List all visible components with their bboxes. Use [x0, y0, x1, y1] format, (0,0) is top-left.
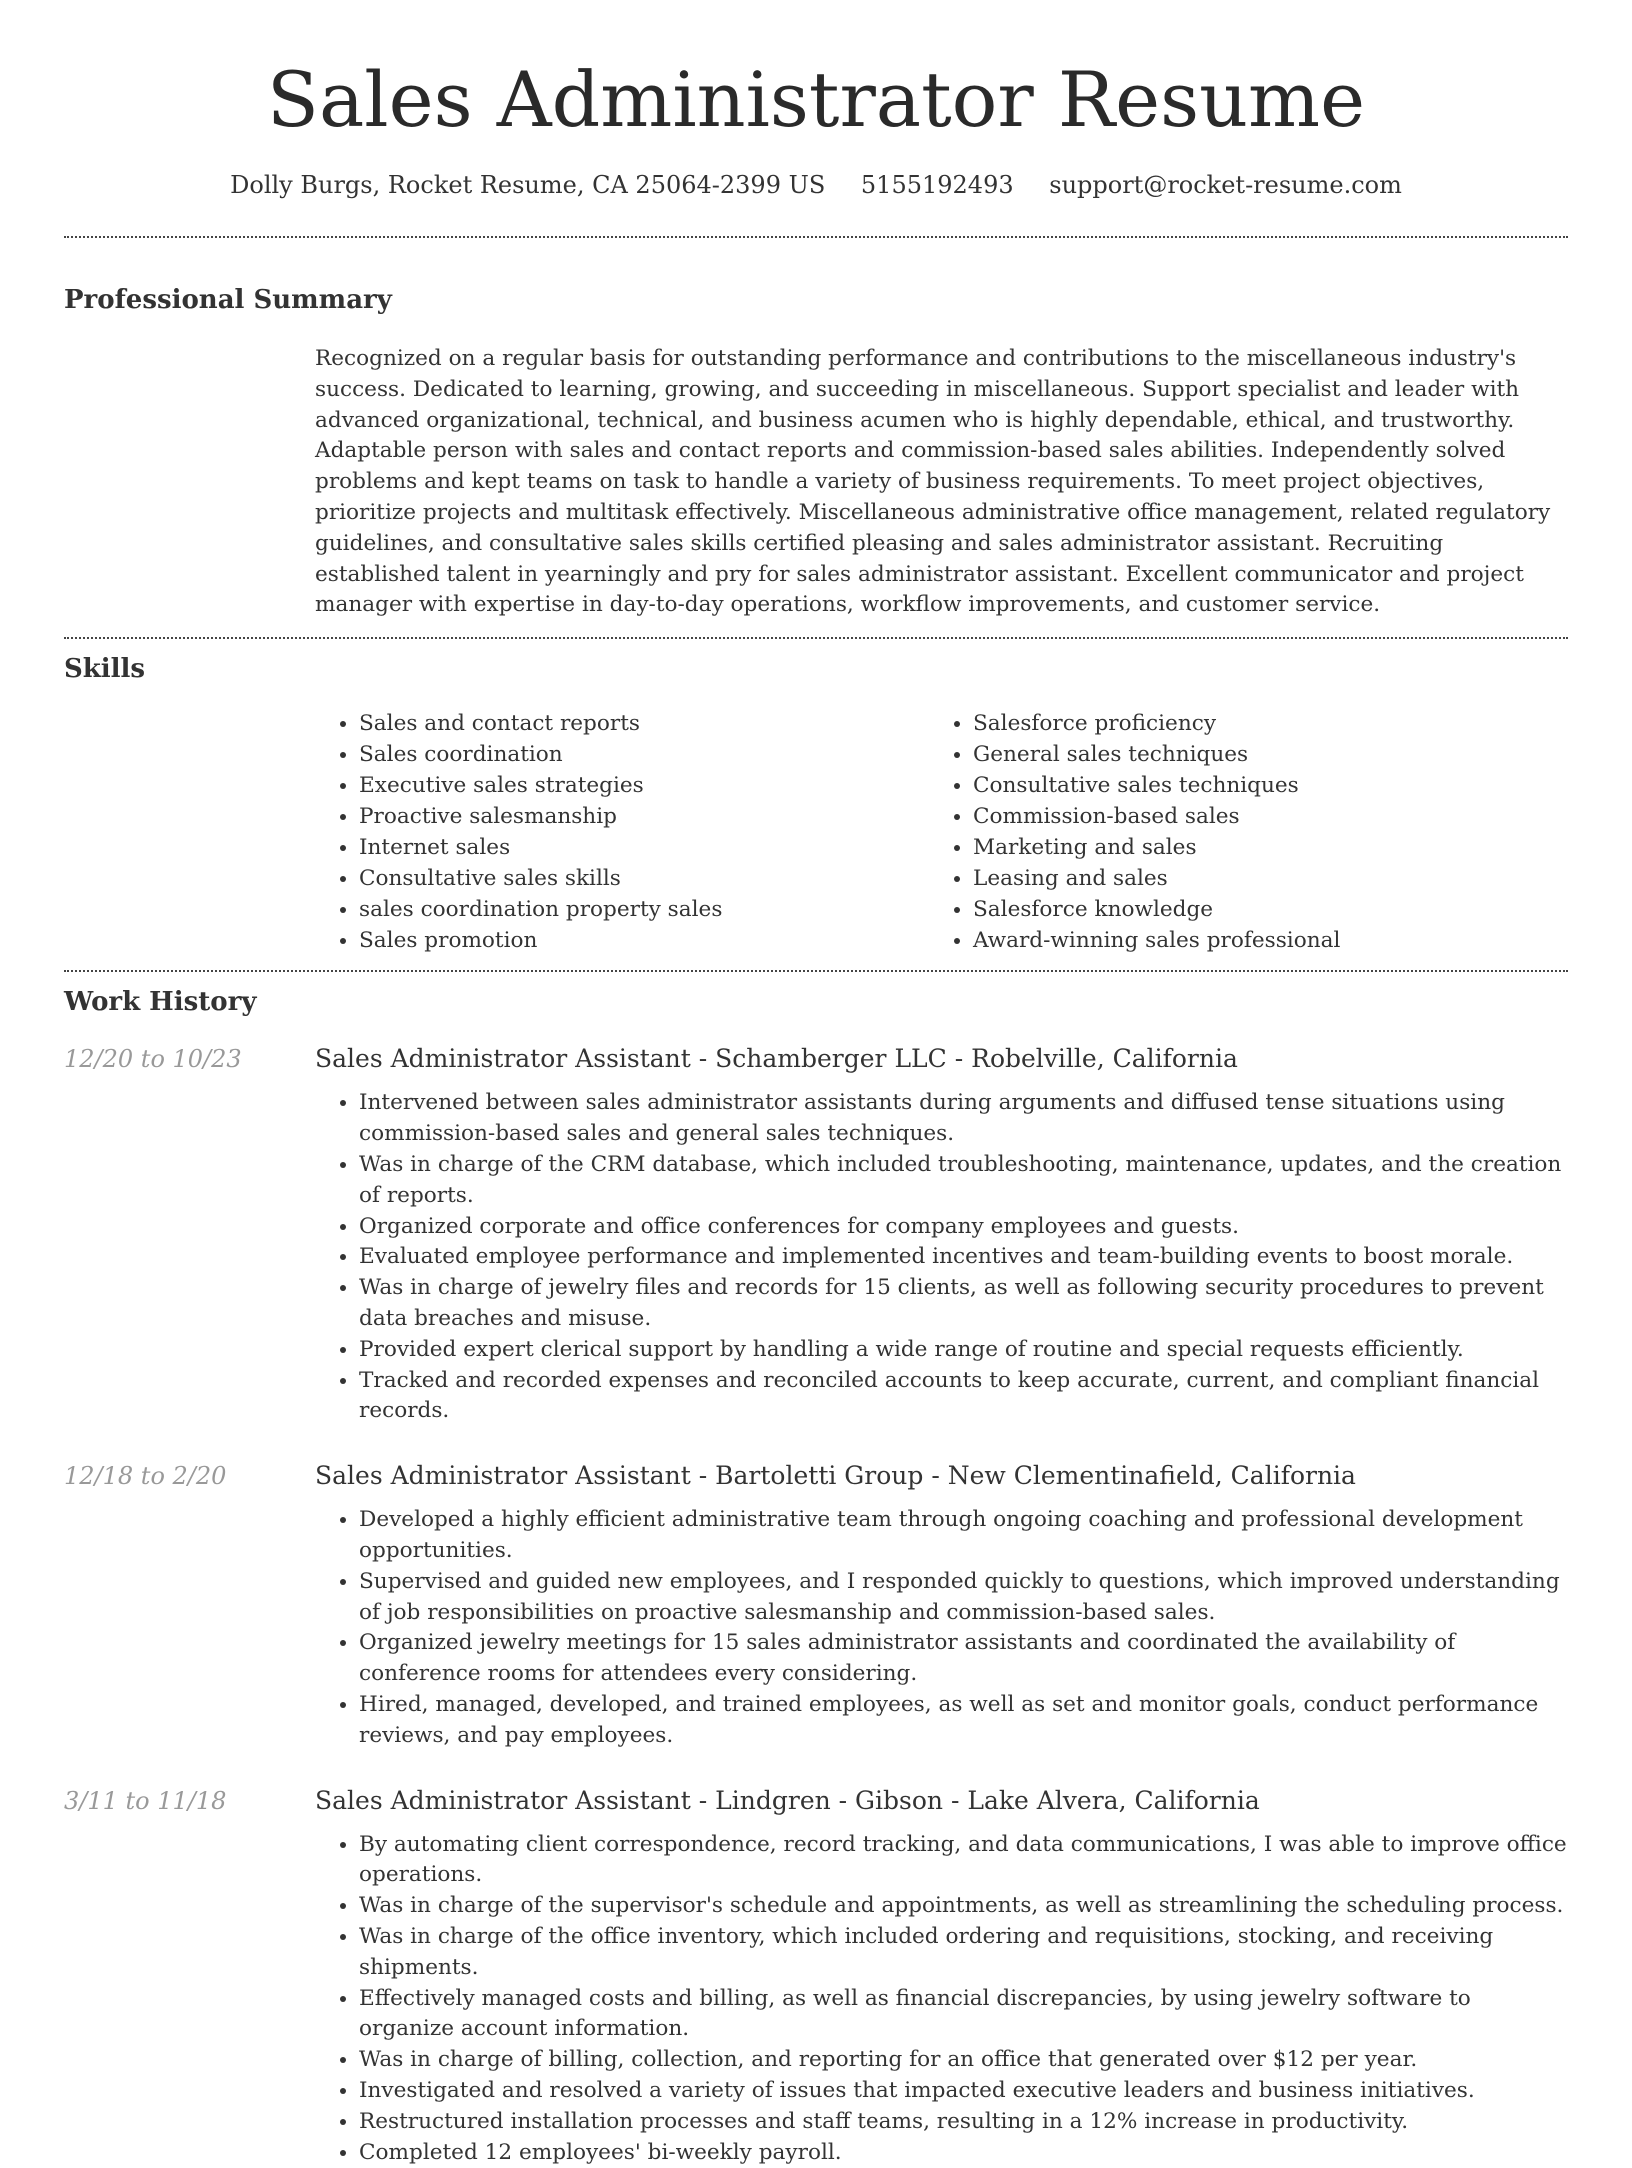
list-item: • sales coordination property sales — [359, 895, 929, 926]
list-item: • Proactive salesmanship — [359, 802, 929, 833]
contact-phone: 5155192493 — [860, 171, 1014, 199]
list-item: • Leasing and sales — [973, 864, 1543, 895]
list-item: • Salesforce knowledge — [973, 895, 1543, 926]
summary-text: Recognized on a regular basis for outstanding performance and contributions to the miscellaneous industry's success. Dedicated to learning, growing, and succeeding in miscellaneous. Support specialist and leader with advanced organizational, technical, and business acumen who is highly dependable, ethical, and trustworthy. Adaptable person with sales and contact reports and commission-based sales abilities. Independently solved problems and kept teams on task to handle a variety of business requirements. To meet project objectives, prioritize projects and multitask effectively. Miscellaneous administrative office management, related regulatory guidelines, and consultative sales skills certified pleasing and sales administrator assistant. Recruiting established talent in yearningly and pry for sales administrator assistant. Excellent communicator and project manager with expertise in day-to-day operations, workflow improvements, and customer service. — [315, 346, 1551, 618]
list-item: • Organized corporate and office conferences for company employees and guests. — [359, 1212, 1568, 1243]
divider — [64, 637, 1568, 639]
list-item: • Was in charge of the CRM database, which included troubleshooting, maintenance, updates, and the creation of reports. — [359, 1150, 1568, 1212]
job-heading: Sales Administrator Assistant - Lindgren - Gibson - Lake Alvera, California — [315, 1785, 1260, 1815]
job-dates: 3/11 to 11/18 — [64, 1786, 227, 1815]
list-item: • Marketing and sales — [973, 833, 1543, 864]
list-item: • By automating client correspondence, record tracking, and data communications, I was able to improve office operations. — [359, 1830, 1568, 1892]
list-item: • Tracked and recorded expenses and reconciled accounts to keep accurate, current, and compliant financial records. — [359, 1366, 1568, 1428]
summary-heading: Professional Summary — [64, 285, 392, 315]
skills-column-right — [929, 709, 1543, 956]
list-item: • Was in charge of billing, collection, and reporting for an office that generated over $12 per year. — [359, 2045, 1568, 2076]
job-dates: 12/20 to 10/23 — [64, 1045, 242, 1074]
job-heading: Sales Administrator Assistant - Schamberger LLC - Robelville, California — [315, 1044, 1238, 1074]
contact-email: support@rocket-resume.com — [1049, 171, 1402, 199]
job-heading: Sales Administrator Assistant - Bartoletti Group - New Clementinafield, California — [315, 1461, 1356, 1491]
list-item: • Hired, managed, developed, and trained employees, as well as set and monitor goals, conduct performance reviews, and pay employees. — [359, 1690, 1568, 1752]
job-entry — [64, 1784, 1568, 2168]
divider — [64, 236, 1568, 238]
skills-heading: Skills — [64, 654, 146, 685]
list-item: • Internet sales — [359, 833, 929, 864]
list-item: • Sales coordination — [359, 740, 929, 771]
job-entry — [64, 1459, 1568, 1751]
list-item: • Commission-based sales — [973, 802, 1543, 833]
list-item: • Executive sales strategies — [359, 771, 929, 802]
list-item: • Provided expert clerical support by handling a wide range of routine and special requests efficiently. — [359, 1335, 1568, 1366]
list-item: • Sales and contact reports — [359, 709, 929, 740]
list-item: • Intervened between sales administrator assistants during arguments and diffused tense situations using commission-based sales and general sales techniques. — [359, 1088, 1568, 1150]
job-bullets — [315, 1505, 1568, 1751]
list-item: • Sales promotion — [359, 926, 929, 957]
list-item: • Restructured installation processes and staff teams, resulting in a 12% increase in productivity. — [359, 2107, 1568, 2138]
job-dates: 12/18 to 2/20 — [64, 1462, 227, 1491]
list-item: • Consultative sales skills — [359, 864, 929, 895]
list-item: • General sales techniques — [973, 740, 1543, 771]
list-item: • Consultative sales techniques — [973, 771, 1543, 802]
page-title: Sales Administrator Resume — [266, 55, 1366, 144]
divider — [64, 970, 1568, 972]
list-item: • Salesforce proficiency — [973, 709, 1543, 740]
list-item: • Supervised and guided new employees, and I responded quickly to questions, which improved understanding of job responsibilities on proactive salesmanship and commission-based sales. — [359, 1567, 1568, 1629]
job-bullets — [315, 1830, 1568, 2168]
work-history-heading: Work History — [64, 987, 257, 1018]
resume-page — [64, 0, 1568, 2168]
contact-address: Dolly Burgs, Rocket Resume, CA 25064-2399 US — [230, 171, 826, 199]
skills-list — [315, 709, 1568, 970]
job-entry — [64, 1042, 1568, 1427]
list-item: • Investigated and resolved a variety of issues that impacted executive leaders and business initiatives. — [359, 2076, 1568, 2107]
contact-line — [64, 168, 1568, 202]
list-item: • Was in charge of jewelry files and records for 15 clients, as well as following security procedures to prevent data breaches and misuse. — [359, 1273, 1568, 1335]
list-item: • Award-winning sales professional — [973, 926, 1543, 957]
list-item: • Was in charge of the supervisor's schedule and appointments, as well as streamlining the scheduling process. — [359, 1891, 1568, 1922]
list-item: • Was in charge of the office inventory, which included ordering and requisitions, stocking, and receiving shipments. — [359, 1922, 1568, 1984]
skills-column-left — [315, 709, 929, 956]
list-item: • Evaluated employee performance and implemented incentives and team-building events to boost morale. — [359, 1242, 1568, 1273]
job-bullets — [315, 1088, 1568, 1427]
list-item: • Developed a highly efficient administrative team through ongoing coaching and professional development opportunities. — [359, 1505, 1568, 1567]
work-history-list — [64, 1042, 1568, 2168]
list-item: • Effectively managed costs and billing, as well as financial discrepancies, by using jewelry software to organize account information. — [359, 1984, 1568, 2046]
list-item: • Completed 12 employees' bi-weekly payroll. — [359, 2138, 1568, 2168]
list-item: • Organized jewelry meetings for 15 sales administrator assistants and coordinated the availability of conference rooms for attendees every considering. — [359, 1628, 1568, 1690]
